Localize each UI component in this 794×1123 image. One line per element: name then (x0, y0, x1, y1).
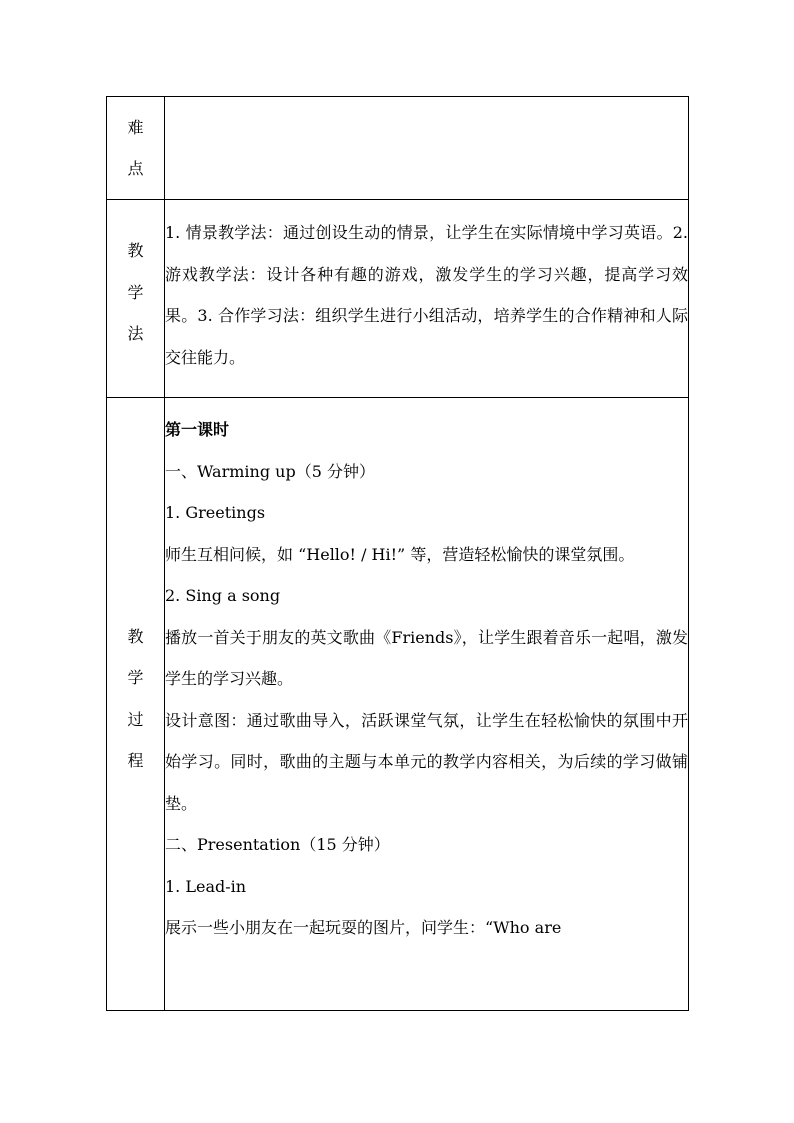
step-heading: 1. Lead-in (165, 876, 247, 896)
row-content-teaching-method (165, 200, 689, 398)
label-char: 教 (127, 241, 144, 261)
label-char: 程 (127, 751, 144, 770)
step-text: 师生互相问候，如 “Hello! / Hi!” 等，营造轻松愉快的课堂氛围。 (165, 544, 635, 564)
step-text: 播放一首关于朋友的英文歌曲《Friends》，让学生跟着音乐一起唱，激发学生的学习兴趣。 (165, 627, 688, 688)
table-row-teaching-process (107, 398, 689, 1011)
row-content-difficulty (165, 97, 689, 200)
label-char: 教 (127, 626, 144, 646)
table-row-difficulty (107, 97, 689, 200)
lesson-heading: 第一课时 (165, 420, 230, 439)
label-char: 学 (127, 282, 144, 302)
row-label-teaching-method (107, 200, 165, 398)
table-row-teaching-method (107, 200, 689, 398)
step-heading: 2. Sing a song (165, 586, 281, 605)
section-heading: 二、Presentation（15 分钟） (165, 835, 390, 854)
label-char: 过 (127, 709, 144, 729)
step-heading: 1. Greetings (165, 503, 266, 522)
section-heading: 一、Warming up（5 分钟） (165, 461, 375, 481)
label-char: 点 (127, 159, 144, 178)
step-text: 展示一些小朋友在一起玩耍的图片，问学生：“Who are (165, 918, 562, 937)
row-label-difficulty (107, 97, 165, 200)
lesson-plan-table (106, 96, 689, 1011)
design-intent-text: 设计意图：通过歌曲导入，活跃课堂气氛，让学生在轻松愉快的氛围中开始学习。同时，歌曲的主题与本单元的教学内容相关，为后续的学习做铺垫。 (165, 710, 688, 813)
label-char: 法 (127, 324, 144, 344)
label-char: 难 (127, 117, 144, 137)
label-char: 学 (127, 668, 144, 687)
row-label-teaching-process (107, 398, 165, 1011)
row-content-teaching-process (165, 398, 689, 1011)
teaching-method-text: 1. 情景教学法：通过创设生动的情景，让学生在实际情境中学习英语。2. 游戏教学法：设计各种有趣的游戏，激发学生的学习兴趣，提高学习效果。3. 合作学习法：组织学生进行小组活动，培养学生的合作精神和人际交往能力。 (165, 223, 688, 367)
